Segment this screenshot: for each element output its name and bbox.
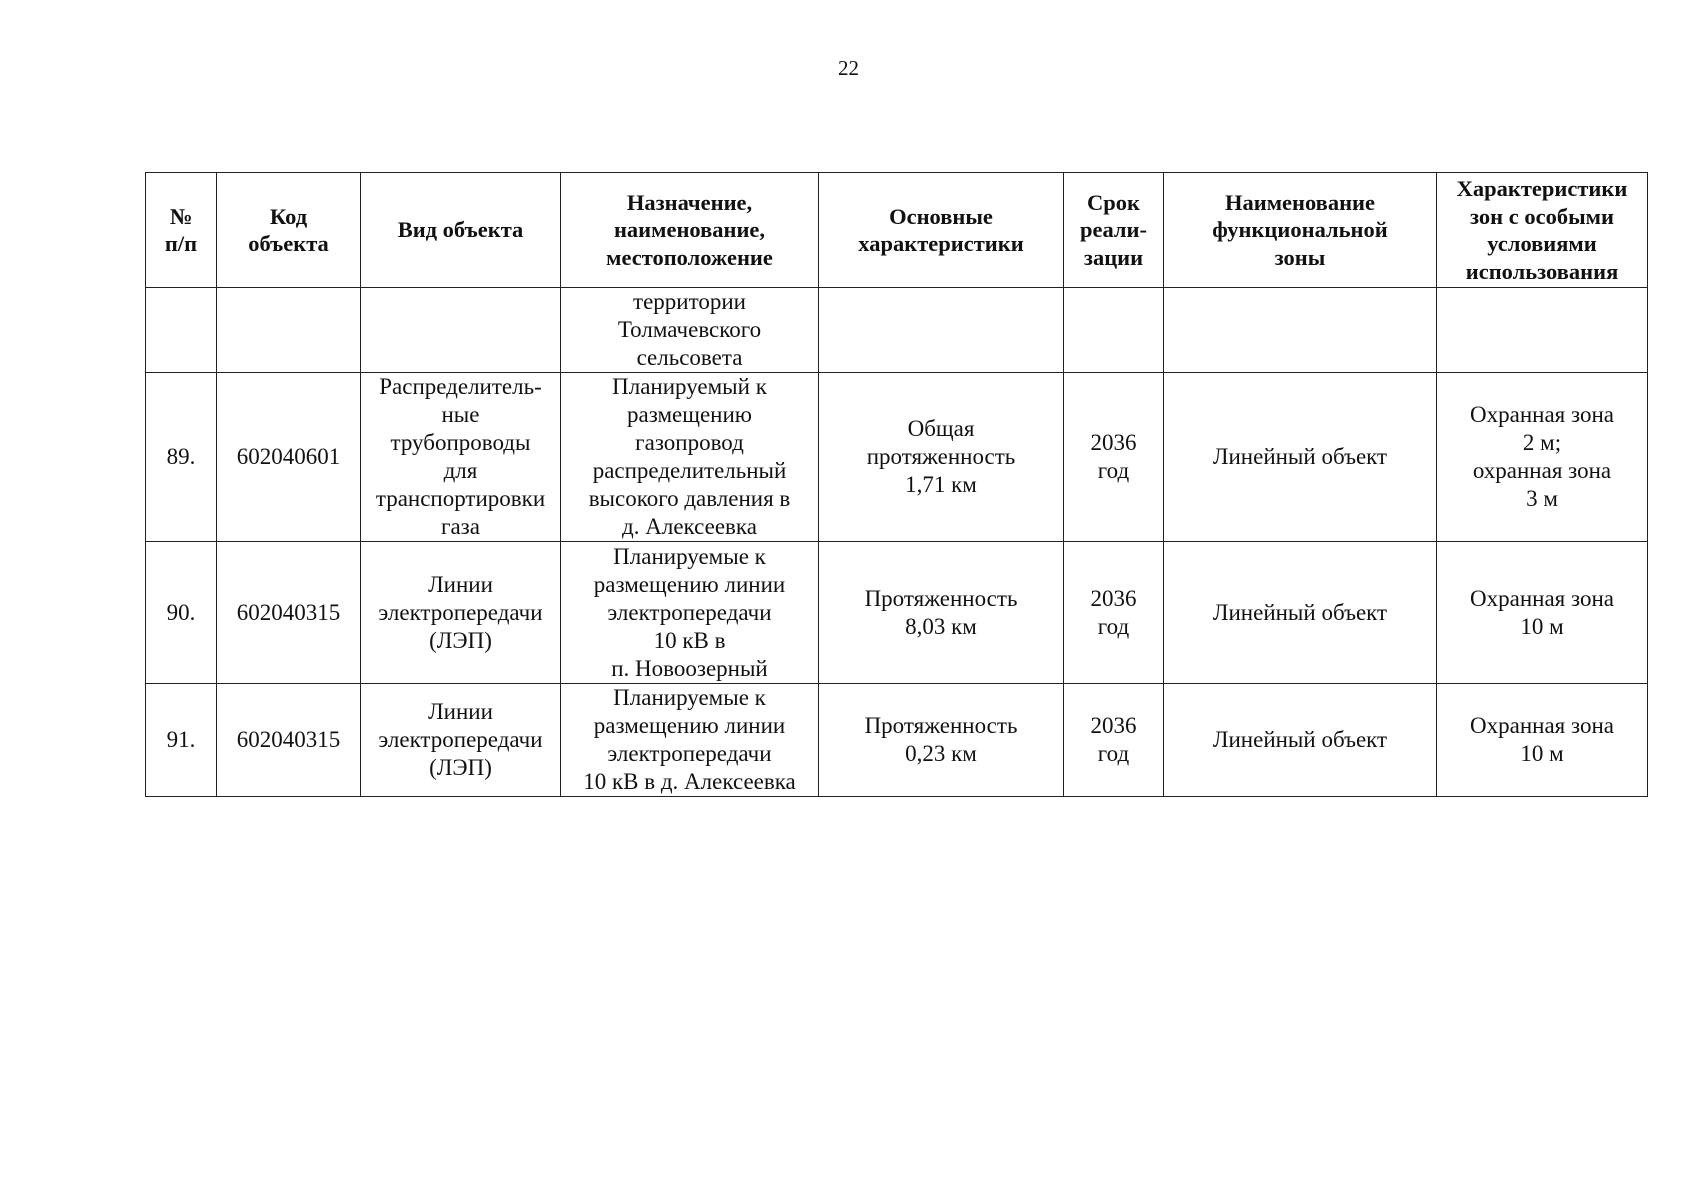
cell-object-type	[361, 542, 561, 684]
objects-table	[145, 172, 1648, 797]
cell-text: Распределитель- ные трубопроводы для транспортировки газа	[375, 374, 546, 539]
cell-code	[217, 288, 361, 373]
header-term-label: Срок реали- зации	[1079, 189, 1148, 270]
cell-number	[146, 288, 217, 373]
cell-text: 2036 год	[1090, 713, 1137, 766]
cell-term	[1064, 288, 1164, 373]
cell-number	[146, 684, 217, 797]
cell-object-type	[361, 373, 561, 542]
cell-term	[1064, 373, 1164, 542]
table-row	[146, 542, 1648, 684]
header-cell-object-type	[361, 173, 561, 288]
cell-characteristics	[819, 542, 1064, 684]
header-cell-characteristics	[819, 173, 1064, 288]
cell-text: 602040601	[236, 444, 341, 469]
cell-purpose	[561, 684, 819, 797]
cell-text: Охранная зона 2 м; охранная зона 3 м	[1470, 402, 1614, 511]
cell-code	[217, 373, 361, 542]
cell-text: 602040315	[236, 599, 341, 625]
cell-zone-name	[1164, 542, 1437, 684]
cell-characteristics	[819, 373, 1064, 542]
header-object-type-label: Вид объекта	[397, 217, 524, 243]
cell-text: Общая протяженность 1,71 км	[866, 416, 1016, 497]
cell-text: 602040315	[236, 727, 341, 752]
cell-text: Линии электропередачи (ЛЭП)	[378, 699, 543, 780]
cell-purpose	[561, 542, 819, 684]
header-code-label: Код объекта	[248, 203, 329, 256]
cell-text: Планируемые к размещению линии электропередачи 10 кВ в д. Алексеевка	[583, 685, 796, 794]
cell-text: Планируемый к размещению газопровод распределительный высокого давления в д. Алексеевка	[588, 374, 791, 539]
cell-text: Линейный объект	[1212, 599, 1388, 625]
cell-text: 2036 год	[1090, 585, 1137, 639]
cell-special-zones	[1437, 373, 1648, 542]
page-number: 22	[838, 56, 859, 80]
table-row	[146, 373, 1648, 542]
cell-number	[146, 542, 217, 684]
cell-object-type	[361, 684, 561, 797]
cell-text: 2036 год	[1090, 430, 1137, 483]
header-purpose-label: Назначение, наименование, местоположение	[606, 189, 773, 270]
table-header-row	[146, 173, 1648, 288]
cell-text: Протяженность 0,23 км	[864, 713, 1018, 766]
cell-special-zones	[1437, 542, 1648, 684]
cell-text: Охранная зона 10 м	[1470, 585, 1614, 639]
header-special-zones-label: Характеристики зон с особыми условиями использования	[1456, 176, 1628, 284]
cell-zone-name	[1164, 684, 1437, 797]
cell-special-zones	[1437, 684, 1648, 797]
header-cell-number	[146, 173, 217, 288]
cell-term	[1064, 542, 1164, 684]
header-cell-special-zones	[1437, 173, 1648, 288]
cell-text: Протяженность 8,03 км	[864, 585, 1018, 639]
cell-number	[146, 373, 217, 542]
header-cell-code	[217, 173, 361, 288]
cell-text: Линейный объект	[1212, 727, 1388, 752]
header-number-label: № п/п	[164, 203, 198, 256]
header-characteristics-label: Основные характеристики	[858, 203, 1024, 256]
cell-text: территории Толмачевского сельсовета	[617, 289, 762, 370]
cell-zone-name	[1164, 373, 1437, 542]
cell-text: Линейный объект	[1212, 444, 1388, 469]
cell-purpose	[561, 288, 819, 373]
table-row	[146, 288, 1648, 373]
cell-text: 91.	[166, 727, 196, 752]
cell-characteristics	[819, 288, 1064, 373]
header-zone-name-label: Наименование функциональной зоны	[1212, 189, 1388, 270]
table-row	[146, 684, 1648, 797]
cell-text: Охранная зона 10 м	[1470, 713, 1614, 766]
cell-zone-name	[1164, 288, 1437, 373]
cell-code	[217, 542, 361, 684]
header-cell-zone-name	[1164, 173, 1437, 288]
cell-text: Линии электропередачи (ЛЭП)	[378, 571, 543, 653]
cell-text: 90.	[166, 599, 196, 625]
header-cell-term	[1064, 173, 1164, 288]
cell-term	[1064, 684, 1164, 797]
cell-characteristics	[819, 684, 1064, 797]
cell-special-zones	[1437, 288, 1648, 373]
cell-text: Планируемые к размещению линии электропередачи 10 кВ в п. Новоозерный	[593, 543, 786, 681]
cell-code	[217, 684, 361, 797]
cell-purpose	[561, 373, 819, 542]
header-cell-purpose	[561, 173, 819, 288]
cell-text: 89.	[166, 444, 196, 469]
cell-object-type	[361, 288, 561, 373]
